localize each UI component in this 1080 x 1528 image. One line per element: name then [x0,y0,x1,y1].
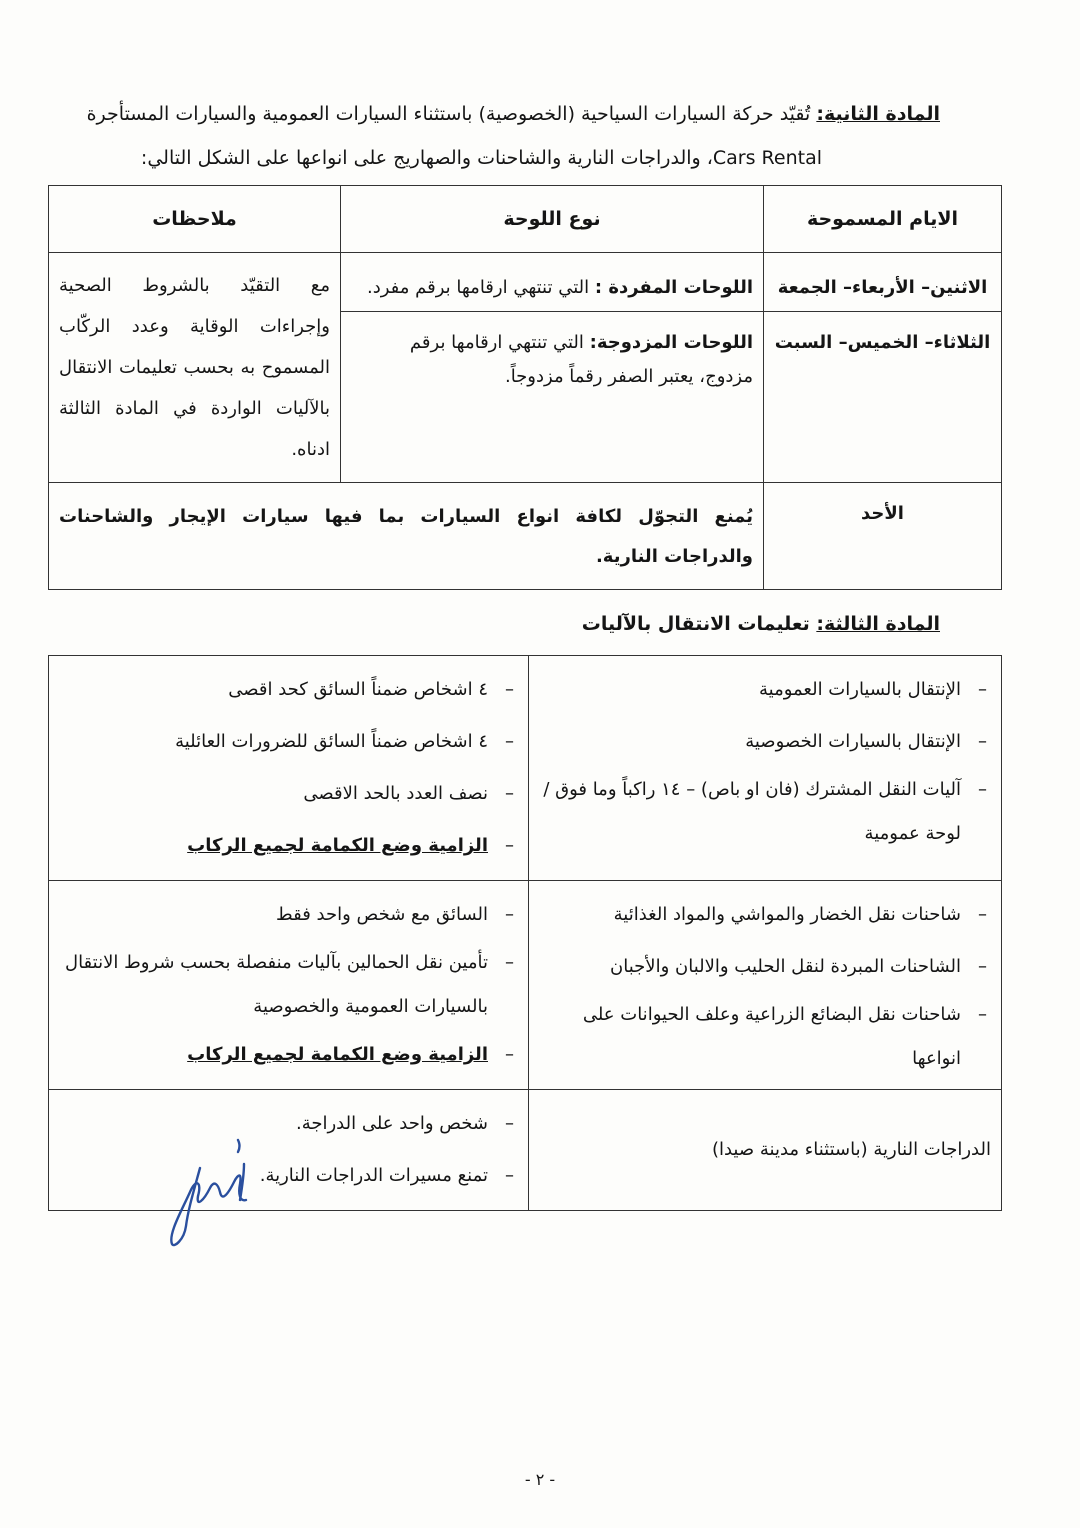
list-item: – ٤ اشخاص ضمناً السائق للضرورات العائلية [59,716,518,768]
vehicle-list [539,889,991,1081]
list-item: – شاحنات نقل البضائع الزراعية وعلف الحيوانات على انواعها [539,993,991,1081]
mask-rule: الزامية وضع الكمامة لجميع الركاب [187,835,488,856]
days-odd: الاثنين– الأربعاء– الجمعة [764,253,1002,312]
table-row [49,656,1002,881]
plate-schedule-table [48,185,1002,590]
rules-cell [49,881,529,1090]
rule-list [59,1098,518,1202]
table-row [49,483,1002,590]
days-sunday: الأحد [764,483,1002,590]
list-item [59,1029,518,1081]
header-plate-type: نوع اللوحة [341,186,764,253]
mask-rule: الزامية وضع الكمامة لجميع الركاب [187,1044,488,1065]
list-item: – شخص واحد على الدراجة. [59,1098,518,1150]
vehicle-list [539,664,991,856]
vehicles-cell: الدراجات النارية (باستثناء مدينة صيدا) [529,1090,1002,1211]
plate-odd-label: اللوحات المفردة : [594,277,753,298]
article-two-line2: Cars Rental، والدراجات النارية والشاحنات والصهاريج على انواعها على الشكل التالي: [140,147,822,169]
sunday-rule: يُمنع التجوّل لكافة انواع السيارات بما فيها سيارات الإيجار والشاحنات والدراجات النارية. [49,483,764,590]
article-two-line1 [60,92,940,136]
rule-list [59,664,518,872]
plate-even-text: التي تنتهي ارقامها برقم مزدوج، يعتبر الصفر رقماً مزدوجاً. [409,332,753,387]
list-item: – الإنتقال بالسيارات الخصوصية [539,716,991,768]
article-three-label: المادة الثالثة: [816,613,940,635]
vehicles-cell [529,881,1002,1090]
list-item [59,820,518,872]
article-three-title: تعليمات الانتقال بالآليات [581,613,817,635]
header-allowed-days: الايام المسموحة [764,186,1002,253]
plate-even [341,312,764,483]
table-header-row [49,186,1002,253]
list-item: – تأمين نقل الحمالين بآليات منفصلة بحسب شروط الانتقال بالسيارات العمومية والخصوصية [59,941,518,1029]
article-three-heading [582,604,940,644]
list-item: – السائق مع شخص واحد فقط [59,889,518,941]
plate-even-label: اللوحات المزدوجة: [589,332,753,353]
article-two-text: تُقيّد حركة السيارات السياحية (الخصوصية) باستثناء السيارات العمومية والسيارات المستأجرة [86,103,817,125]
list-item: – تمنع مسيرات الدراجات النارية. [59,1150,518,1202]
table-row [49,881,1002,1090]
page-number: - ٢ - [524,1470,556,1489]
rules-cell [49,1090,529,1211]
list-item: – نصف العدد بالحد الاقصى [59,768,518,820]
transport-rules-table [48,655,1002,1211]
vehicles-cell [529,656,1002,881]
list-item: – ٤ اشخاص ضمناً السائق كحد اقصى [59,664,518,716]
plate-odd [341,253,764,312]
article-two-label: المادة الثانية: [816,103,940,125]
list-item: – شاحنات نقل الخضار والمواشي والمواد الغذائية [539,889,991,941]
rules-cell [49,656,529,881]
days-even: الثلاثاء– الخميس– السبت [764,312,1002,483]
article-two [60,92,940,180]
list-item: – الإنتقال بالسيارات العمومية [539,664,991,716]
rule-list [59,889,518,1081]
list-item: – الشاحنات المبردة لنقل الحليب والالبان والأجبان [539,941,991,993]
plate-odd-text: التي تنتهي ارقامها برقم مفرد. [367,277,595,298]
list-item: – آليات النقل المشترك (فان او باص) – ١٤ راكباً وما فوق / لوحة عمومية [539,768,991,856]
header-notes: ملاحظات [49,186,341,253]
table-row [49,253,1002,312]
signature-mark [160,1130,270,1250]
notes-cell: مع التقيّد بالشروط الصحية وإجراءات الوقاية وعدد الركّاب المسموح به بحسب تعليمات الانتقال بالآليات الواردة في المادة الثالثة ادناه. [49,253,341,483]
